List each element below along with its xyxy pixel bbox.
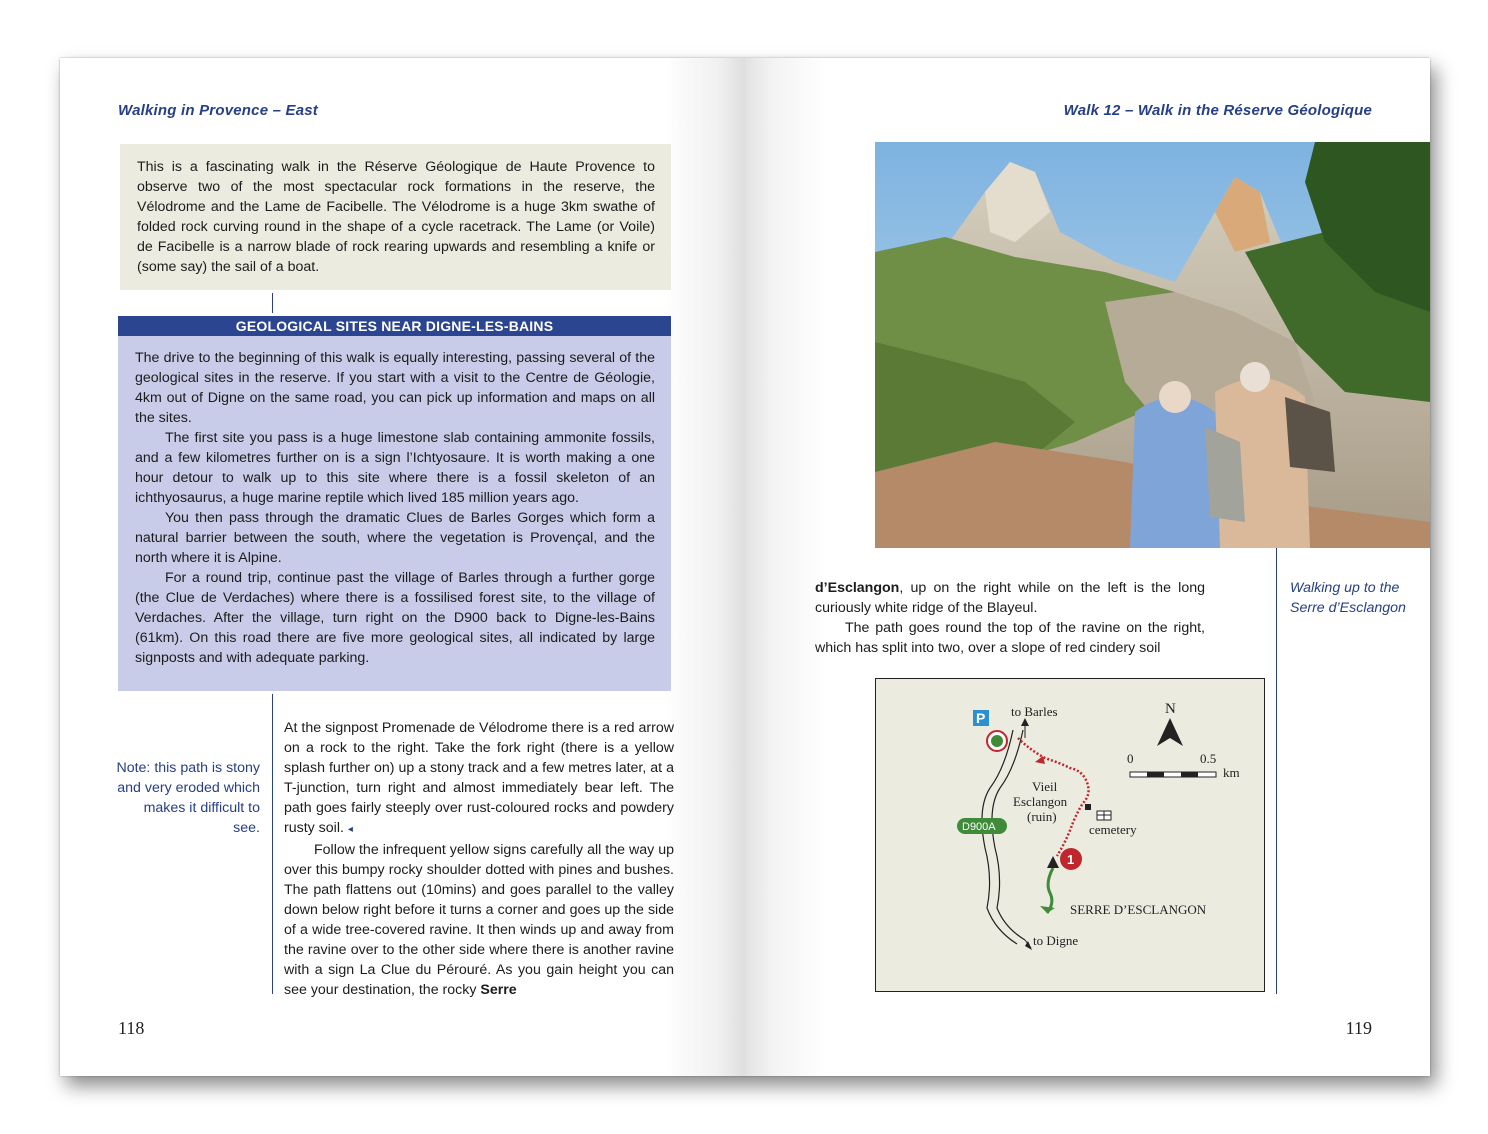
map-waypoint: 1 (1067, 852, 1075, 867)
end-marker-icon: ◂ (347, 824, 353, 835)
page-number-left: 118 (118, 1018, 145, 1038)
map-vieil-1: Vieil (1032, 779, 1058, 794)
map-road-label: D900A (962, 821, 996, 833)
right-page (745, 58, 1430, 1076)
right-column-rule (1276, 548, 1277, 994)
continued-paragraph (815, 578, 1205, 618)
walk-paragraph-3: The path goes round the top of the ravine on the right, which has split into two, over a slope of red cindery soil (815, 620, 1205, 656)
running-head-left: Walking in Provence – East (118, 102, 318, 119)
map-north: N (1165, 701, 1176, 717)
map-scale-05: 0.5 (1200, 751, 1217, 766)
intro-box: This is a fascinating walk in the Réserve Géologique de Haute Provence to observe two of the most spectacular rock formations in the reserve, the Vélodrome and the Lame de Facibelle. The Vélodrome is a huge 3km swathe of folded rock curving round in the shape of a cycle racetrack. The Lame (or Voile) de Facibelle is a narrow blade of rock rearing upwards and resembling a knife or (some say) the sail of a boat. (120, 144, 671, 290)
walk-text-right (815, 578, 1205, 658)
running-head-right: Walk 12 – Walk in the Réserve Géologique (1063, 102, 1372, 119)
sites-paragraph: The drive to the beginning of this walk is equally interesting, passing several of the geological sites in the reserve. If you start with a visit to the Centre de Géologie, 4km out of Digne on the same road, you can pick up information and maps on all the sites. (135, 350, 655, 426)
page-number-right: 119 (1345, 1018, 1372, 1038)
walk-paragraph-2-text: Follow the infrequent yellow signs carefully all the way up over this bumpy rocky shoulder dotted with pines and bushes. The path flattens out (10mins) and goes parallel to the valley down below right before it turns a corner and goes up the side of a wide tree-covered ravine. It then winds up and away from the ravine over to the other side where there is another ravine with a sign La Clue du Pérouré. As you gain height you can see your destination, the rocky (284, 842, 674, 998)
map-scale-0: 0 (1127, 751, 1134, 766)
map-scale-km: km (1223, 765, 1240, 780)
route-map (875, 678, 1265, 992)
walk-paragraph-2 (284, 840, 674, 1000)
continued-bold: d’Esclangon (815, 580, 900, 596)
column-rule-top (272, 293, 273, 313)
margin-note: Note: this path is stony and very eroded which makes it difficult to see. (116, 760, 260, 836)
map-to-barles: to Barles (1011, 704, 1058, 719)
map-vieil-3: (ruin) (1027, 809, 1057, 824)
book-spread (60, 58, 1430, 1076)
walk-text-left (284, 718, 674, 1000)
photo-caption: Walking up to the Serre d’Esclangon (1290, 580, 1406, 616)
map-serre: SERRE D’ESCLANGON (1070, 902, 1207, 917)
sites-paragraph: The first site you pass is a huge limestone slab containing ammonite fossils, and a few kilometres further on is a sign l’Ichtyosaure. It is worth making a one hour detour to walk up to this site where there is a fossil skeleton of an ichthyosaurus, a huge marine reptile which lived 185 million years ago. (135, 430, 655, 506)
geological-sites-box (118, 316, 671, 691)
walk-paragraph-2-bold: Serre (480, 982, 517, 998)
walk-paragraph-1 (284, 718, 674, 840)
sites-paragraph: You then pass through the dramatic Clues de Barles Gorges which form a natural barrier between the south, where the vegetation is Provençal, and the north where it is Alpine. (135, 510, 655, 566)
map-to-digne: to Digne (1033, 933, 1079, 948)
hikers-mountain-photo (875, 142, 1430, 548)
walk-paragraph-1-text: At the signpost Promenade de Vélodrome there is a red arrow on a rock to the right. Take the fork right (there is a yellow splash further on) up a stony track and a few metres later, at a T-junction, turn right and almost immediately bear left. The path goes fairly steeply over rust-coloured rocks and powdery rusty soil. (284, 720, 674, 836)
column-rule-bottom (272, 694, 273, 994)
parking-label: P (976, 710, 986, 726)
left-page (60, 58, 745, 1076)
continued-text: , up on the right while on the left is the long curiously white ridge of the Blayeul. (815, 580, 1205, 616)
map-cemetery: cemetery (1089, 822, 1137, 837)
map-vieil-2: Esclangon (1013, 794, 1068, 809)
sites-paragraph: For a round trip, continue past the village of Barles through a further gorge (the Clue de Verdaches) where there is a fossilised forest site, to the village of Verdaches. After the village, turn right on the D900 back to Digne-les-Bains (61km). On this road there are five more geological sites, all indicated by large signposts and with adequate parking. (135, 570, 655, 666)
sites-box-heading: GEOLOGICAL SITES NEAR DIGNE-LES-BAINS (118, 316, 671, 336)
